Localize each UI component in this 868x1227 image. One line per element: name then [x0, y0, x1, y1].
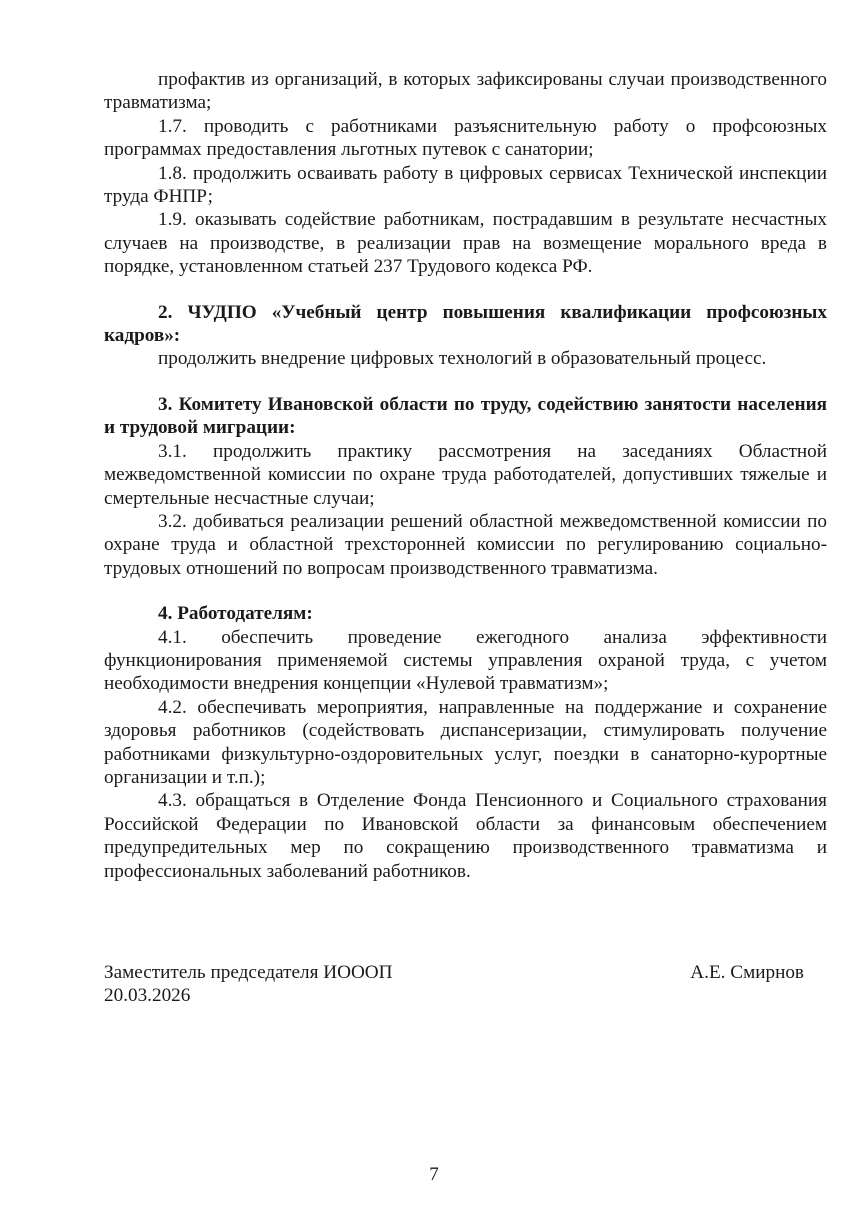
list-item-1-7: 1.7. проводить с работниками разъяснительную работу о профсоюзных программах предоставления льготных путевок с санатории; — [104, 115, 827, 161]
list-item-4-2: 4.2. обеспечивать мероприятия, направленные на поддержание и сохранение здоровья работников (содействовать диспансеризации, стимулировать получение работниками физкультурно-оздоровительных услуг, поездки в санаторно-курортные организации и т.п.); — [104, 696, 827, 788]
signatory-name: А.Е. Смирнов — [690, 962, 804, 983]
section-heading-2: 2. ЧУДПО «Учебный центр повышения квалификации профсоюзных кадров»: — [104, 301, 827, 347]
list-item-4-1: 4.1. обеспечить проведение ежегодного анализа эффективности функционирования применяемой системы управления охраной труда, с учетом необходимости внедрения концепции «Нулевой травматизм»; — [104, 626, 827, 695]
signatory-position: Заместитель председателя ИОООП — [104, 962, 393, 983]
list-item-1-9: 1.9. оказывать содействие работникам, пострадавшим в результате несчастных случаев на производстве, в реализации прав на возмещение морального вреда в порядке, установленном статьей 237 Трудового кодекса РФ. — [104, 209, 827, 278]
section-heading-3: 3. Комитету Ивановской области по труду, содействию занятости населения и трудовой миграции: — [104, 393, 827, 439]
signature-date: 20.03.2026 — [104, 985, 191, 1007]
document-body — [104, 68, 827, 883]
list-item-1-8: 1.8. продолжить осваивать работу в цифровых сервисах Технической инспекции труда ФНПР; — [104, 162, 827, 208]
list-item-3-1: 3.1. продолжить практику рассмотрения на заседаниях Областной межведомственной комиссии по охране труда работодателей, допустивших тяжелые и смертельные несчастные случаи; — [104, 440, 827, 509]
list-item-2: продолжить внедрение цифровых технологий в образовательный процесс. — [158, 348, 767, 370]
list-item-4-3: 4.3. обращаться в Отделение Фонда Пенсионного и Социального страхования Российской Федерации по Ивановской области за финансовым обеспечением предупредительных мер по сокращению производственного травматизма и профессиональных заболеваний работников. — [104, 790, 827, 882]
section-heading-4: 4. Работодателям: — [158, 603, 313, 625]
paragraph-continuation: профактив из организаций, в которых зафиксированы случаи производственного травматизма; — [104, 69, 827, 114]
page-number: 7 — [429, 1164, 439, 1185]
list-item-3-2: 3.2. добиваться реализации решений областной межведомственной комиссии по охране труда и областной трехсторонней комиссии по регулированию социально-трудовых отношений по вопросам производственного травматизма. — [104, 510, 827, 579]
